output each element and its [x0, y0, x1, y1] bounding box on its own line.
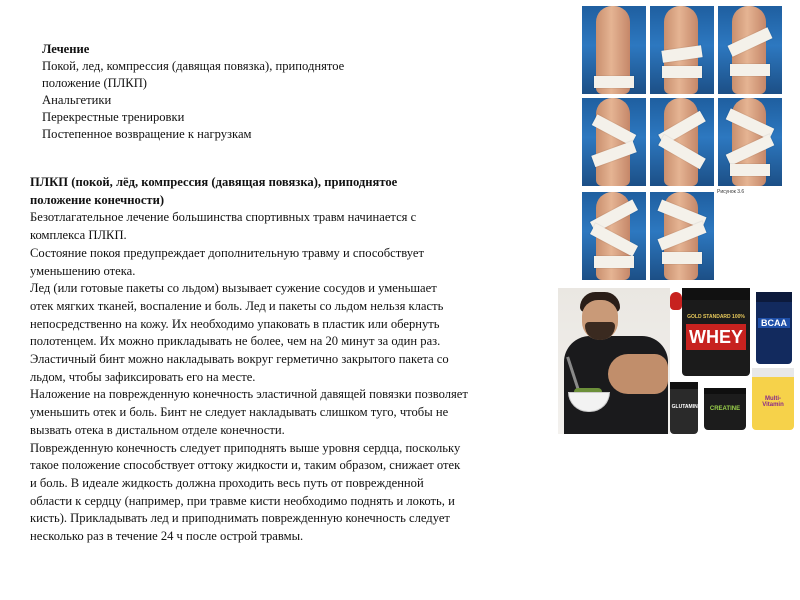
plkp-line: льдом, чтобы зафиксировать его на месте.	[30, 369, 256, 384]
supplement-tube	[670, 292, 682, 310]
plkp-title: положение конечности)	[30, 192, 165, 207]
bandaging-photo	[650, 6, 714, 94]
plkp-line: Поврежденную конечность следует приподнять выше уровня сердца, поскольку	[30, 440, 461, 455]
plkp-line: Лед (или готовые пакеты со льдом) вызывает сужение сосудов и уменьшает	[30, 281, 437, 296]
treatment-section	[42, 41, 462, 143]
bandaging-photo	[582, 6, 646, 94]
bandaging-photo	[582, 98, 646, 186]
whey-label: WHEY	[686, 324, 746, 350]
whey-brand-label: GOLD STANDARD 100%	[687, 314, 745, 320]
plkp-line: кисть). Прикладывать лед и приподнимать поврежденную конечность следует	[30, 511, 450, 526]
plkp-line: отек мягких тканей, воспаление и боль. Лед и пакеты со льдом нельзя класть	[30, 298, 444, 313]
plkp-title: ПЛКП (покой, лёд, компрессия (давящая повязка), приподнятое	[30, 175, 398, 189]
bcaa-label: BCAA	[758, 318, 790, 328]
treatment-title: Лечение	[42, 42, 90, 56]
bandaging-photo	[650, 98, 714, 186]
treatment-line: Анальгетики	[42, 93, 112, 107]
treatment-line: Перекрестные тренировки	[42, 110, 185, 124]
treatment-line: Покой, лед, компрессия (давящая повязка), приподнятое	[42, 59, 345, 73]
athlete-image	[558, 288, 670, 434]
plkp-line: и боль. В идеале жидкость должна проходить весь путь от поврежденной	[30, 475, 424, 490]
bcaa-jar	[756, 292, 792, 364]
plkp-line: уменьшить отек и боль. Бинт не следует накладывать слишком туго, чтобы не	[30, 405, 449, 420]
figure-caption: Рисунок 3.6	[717, 189, 745, 195]
creatine-jar	[704, 388, 746, 430]
bandaging-photo	[582, 192, 646, 280]
plkp-line: комплекса ПЛКП.	[30, 228, 127, 243]
bandaging-photo	[718, 6, 782, 94]
plkp-line: непосредственно на кожу. Их необходимо упаковать в пластик или обернуть	[30, 316, 440, 331]
plkp-line: несколько раз в течение 24 ч после острой травмы.	[30, 529, 304, 544]
treatment-line: Постепенное возвращение к нагрузкам	[42, 127, 252, 141]
bandaging-photo	[718, 98, 782, 186]
supplements-photo	[558, 288, 794, 434]
whey-jar	[682, 288, 750, 376]
plkp-line: Эластичный бинт можно накладывать вокруг герметично закрытого пакета со	[30, 352, 449, 367]
multivitamin-label: Multi-Vitamin	[762, 396, 784, 408]
plkp-line: вызвать отека в дистальном отделе конечности.	[30, 422, 285, 437]
glutamine-label: GLUTAMINE	[671, 404, 702, 410]
plkp-line: области к сердцу (например, при травме кисти необходимо поднять и локоть, и	[30, 493, 455, 508]
plkp-line: Безотлагательное лечение большинства спортивных травм начинается с	[30, 210, 417, 225]
plkp-line: Наложение на поврежденную конечность эластичной давящей повязки позволяет	[30, 387, 468, 402]
plkp-line: такое положение способствует оттоку жидкости и, таким образом, снижает отек	[30, 458, 461, 473]
bandaging-photo	[650, 192, 714, 280]
multivitamin-jar	[752, 368, 794, 430]
plkp-line: Состояние покоя предупреждает дополнительную травму и способствует	[30, 245, 424, 260]
plkp-section	[30, 174, 560, 546]
creatine-label: CREATINE	[709, 406, 741, 412]
plkp-line: уменьшению отека.	[30, 263, 136, 278]
treatment-line: положение (ПЛКП)	[42, 76, 147, 90]
plkp-line: полотенцем. Их можно прикладывать не более, чем на 20 минут за один раз.	[30, 334, 441, 349]
glutamine-jar	[670, 382, 702, 434]
